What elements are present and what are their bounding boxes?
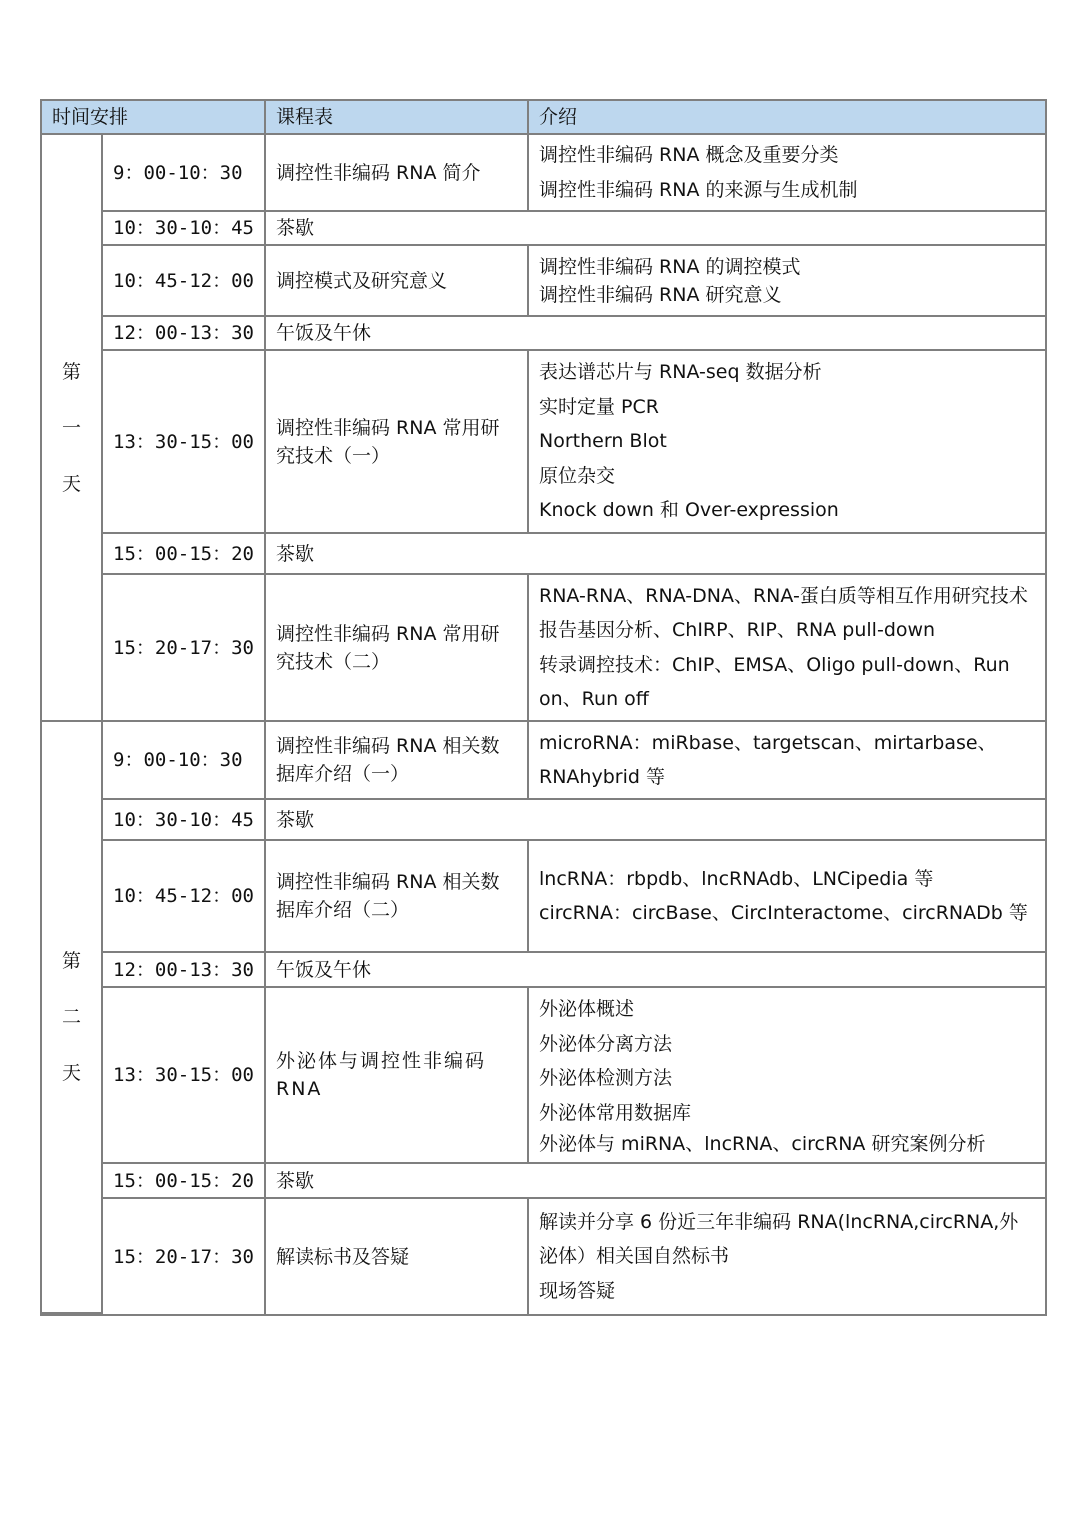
table-row: [42, 534, 1045, 575]
session-course: 调控性非编码 RNA 简介: [266, 135, 529, 212]
session-intro: 表达谱芯片与 RNA-seq 数据分析 实时定量 PCR Northern Blot 原位杂交 Knock down 和 Over-expression: [529, 351, 1045, 534]
table-row: [42, 722, 1045, 800]
session-intro: lncRNA：rbpdb、lncRNAdb、LNCipedia 等 circRNA：circBase、CircInteractome、circRNADb 等: [529, 841, 1045, 953]
session-time: 10：30-10：45: [103, 212, 266, 246]
table-header-row: [42, 101, 1045, 135]
session-time: 15：20-17：30: [103, 575, 266, 722]
session-time: 10：45-12：00: [103, 841, 266, 953]
session-course: 调控性非编码 RNA 相关数据库介绍（一）: [266, 722, 529, 800]
session-intro: 调控性非编码 RNA 的调控模式 调控性非编码 RNA 研究意义: [529, 246, 1045, 317]
session-break: 茶歇: [266, 800, 1045, 841]
day-label-day1: 第 一 天: [42, 135, 103, 722]
session-time: 13：30-15：00: [103, 351, 266, 534]
session-intro: RNA-RNA、RNA-DNA、RNA-蛋白质等相互作用研究技术 报告基因分析、ChIRP、RIP、RNA pull-down 转录调控技术：ChIP、EMSA、Oligo pull-down、Run on、Run off: [529, 575, 1045, 722]
table-row: [42, 575, 1045, 722]
session-time: 10：45-12：00: [103, 246, 266, 317]
session-course: 解读标书及答疑: [266, 1199, 529, 1314]
session-time: 10：30-10：45: [103, 800, 266, 841]
session-time: 9：00-10：30: [103, 135, 266, 212]
table-row: [42, 988, 1045, 1164]
session-intro: 调控性非编码 RNA 概念及重要分类 调控性非编码 RNA 的来源与生成机制: [529, 135, 1045, 212]
header-introduction: 介绍: [529, 101, 1045, 135]
table-row: [42, 246, 1045, 317]
course-schedule-table: [40, 99, 1047, 1316]
table-row: [42, 800, 1045, 841]
session-time: 12：00-13：30: [103, 953, 266, 988]
table-row: [42, 351, 1045, 534]
session-time: 15：00-15：20: [103, 534, 266, 575]
table-row: [42, 1199, 1045, 1314]
session-course: 调控性非编码 RNA 相关数据库介绍（二）: [266, 841, 529, 953]
table-row: [42, 1164, 1045, 1199]
session-intro: 解读并分享 6 份近三年非编码 RNA(lncRNA,circRNA,外泌体）相关国自然标书 现场答疑: [539, 1210, 1019, 1302]
header-course: 课程表: [266, 101, 529, 135]
session-time: 12：00-13：30: [103, 317, 266, 351]
session-break: 茶歇: [266, 212, 1045, 246]
session-break: 午饭及午休: [266, 317, 1045, 351]
header-time-schedule: 时间安排: [42, 101, 266, 135]
table-row: [42, 841, 1045, 953]
session-break: 茶歇: [266, 534, 1045, 575]
session-break: 茶歇: [266, 1164, 1045, 1199]
session-intro: 外泌体概述 外泌体分离方法 外泌体检测方法 外泌体常用数据库 外泌体与 miRNA、lncRNA、circRNA 研究案例分析: [529, 988, 1045, 1164]
table-row: [42, 317, 1045, 351]
table-row: [42, 212, 1045, 246]
table-row: [42, 135, 1045, 212]
session-course: 调控性非编码 RNA 常用研究技术（二）: [266, 575, 529, 722]
day-label-day2: 第 二 天: [42, 722, 103, 1314]
session-time: 15：00-15：20: [103, 1164, 266, 1199]
session-course: 调控模式及研究意义: [266, 246, 529, 317]
table-row: [42, 953, 1045, 988]
session-time: 13：30-15：00: [103, 988, 266, 1164]
session-intro: microRNA：miRbase、targetscan、mirtarbase、RNAhybrid 等: [529, 722, 1045, 800]
session-time: 15：20-17：30: [103, 1199, 266, 1314]
session-break: 午饭及午休: [266, 953, 1045, 988]
session-time: 9：00-10：30: [103, 722, 266, 800]
session-course: 外泌体与调控性非编码 RNA: [266, 988, 529, 1164]
session-course: 调控性非编码 RNA 常用研究技术（一）: [266, 351, 529, 534]
